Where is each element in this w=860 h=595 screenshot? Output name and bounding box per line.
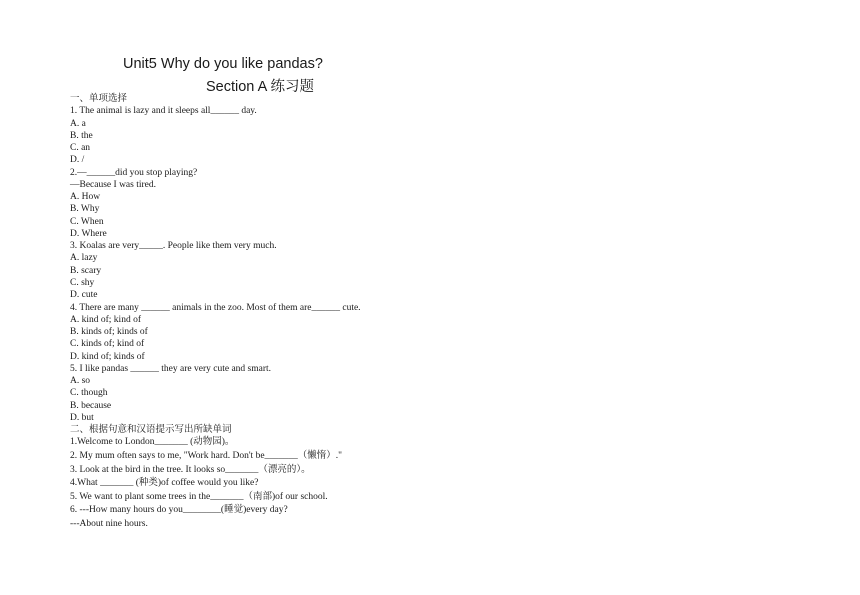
- fill-in-item-5: 5. We want to plant some trees in the_______（南部)of our school.: [70, 491, 328, 502]
- question-3-option-2: B. scary: [70, 265, 102, 276]
- question-2-option-3: C. When: [70, 216, 104, 227]
- exercise-content: [70, 93, 790, 532]
- title-line-2: Section A 练习题: [206, 79, 314, 95]
- question-3-option-4: D. cute: [70, 290, 98, 301]
- fill-in-item-4: 4.What _______ (种类)of coffee would you like?: [70, 478, 259, 489]
- section-1-heading: 一、单项选择: [70, 94, 128, 104]
- question-4-option-4: D. kind of; kinds of: [70, 351, 145, 362]
- question-2-option-1: A. How: [70, 192, 101, 203]
- question-1-option-1: A. a: [70, 118, 86, 129]
- question-4-option-2: B. kinds of; kinds of: [70, 327, 148, 338]
- question-1-option-3: C. an: [70, 143, 91, 154]
- question-1-stem: 1. The animal is lazy and it sleeps all______ day.: [70, 106, 257, 117]
- question-5-option-3: B. because: [70, 400, 112, 411]
- fill-in-item-3: 3. Look at the bird in the tree. It looks so_______（漂亮的）。: [70, 464, 311, 475]
- fill-in-item-6-answer: ---About nine hours.: [70, 519, 148, 529]
- question-1-option-4: D. /: [70, 155, 85, 166]
- question-5-option-1: A. so: [70, 376, 91, 387]
- title-line-1: Unit5 Why do you like pandas?: [123, 56, 323, 72]
- question-5-stem: 5. I like pandas ______ they are very cute and smart.: [70, 363, 272, 374]
- question-2-answer-line: —Because I was tired.: [70, 179, 156, 190]
- question-3-option-3: C. shy: [70, 277, 95, 288]
- question-3-option-1: A. lazy: [70, 253, 98, 264]
- fill-in-item-1: 1.Welcome to London_______ (动物园)。: [70, 437, 235, 448]
- fill-in-item-6: 6. ---How many hours do you________(睡觉)every day?: [70, 505, 288, 516]
- question-3-stem: 3. Koalas are very_____. People like them very much.: [70, 241, 277, 252]
- question-5-option-2: C. though: [70, 388, 108, 399]
- question-1-option-2: B. the: [70, 130, 93, 141]
- question-4-stem: 4. There are many ______ animals in the zoo. Most of them are______ cute.: [70, 302, 361, 313]
- fill-in-item-2: 2. My mum often says to me, "Work hard. Don't be_______（懒惰）.": [70, 451, 343, 462]
- question-2-stem: 2.—______did you stop playing?: [70, 167, 198, 178]
- question-2-option-2: B. Why: [70, 204, 100, 215]
- question-4-option-3: C. kinds of; kind of: [70, 339, 145, 350]
- question-5-option-4: D. but: [70, 412, 94, 423]
- question-2-option-4: D. Where: [70, 228, 107, 239]
- question-4-option-1: A. kind of; kind of: [70, 314, 141, 325]
- section-2-heading: 二、根据句意和汉语提示写出所缺单词: [70, 425, 232, 436]
